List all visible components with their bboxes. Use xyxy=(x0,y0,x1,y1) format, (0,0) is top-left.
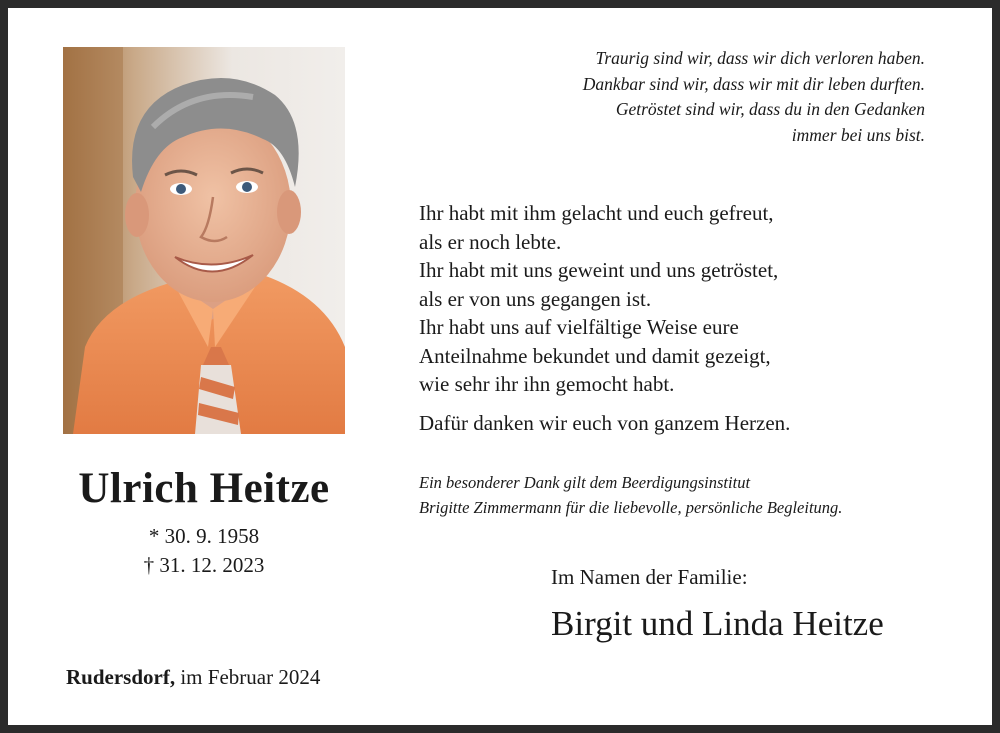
main-text-line: als er von uns gegangen ist. xyxy=(419,286,652,311)
place-date: im Februar 2024 xyxy=(175,665,321,689)
main-text-line: Anteilnahme bekundet und damit gezeigt, xyxy=(419,343,771,368)
death-date: † 31. 12. 2023 xyxy=(143,553,265,577)
main-text-line: Ihr habt uns auf vielfältige Weise eure xyxy=(419,315,739,339)
deceased-name: Ulrich Heitze xyxy=(78,465,330,512)
main-text xyxy=(419,199,778,399)
portrait-photo xyxy=(63,47,345,434)
special-thanks-line: Ein besonderer Dank gilt dem Beerdigungsinstitut xyxy=(419,473,751,492)
verse-line: Getröstet sind wir, dass du in den Gedanken xyxy=(615,99,925,119)
verse-line: Traurig sind wir, dass wir dich verloren haben. xyxy=(595,48,925,68)
birth-date: * 30. 9. 1958 xyxy=(148,524,260,548)
main-text-line: Ihr habt mit uns geweint und uns getröstet, xyxy=(419,258,779,282)
obituary-card xyxy=(8,8,992,725)
main-text-line: Ihr habt mit ihm gelacht und euch gefreut, xyxy=(419,201,774,225)
memorial-verse xyxy=(583,46,925,148)
place-and-date xyxy=(66,665,320,690)
place-town: Rudersdorf, xyxy=(66,665,176,689)
thanks-line: Dafür danken wir euch von ganzem Herzen. xyxy=(419,411,791,435)
portrait-illustration xyxy=(63,47,345,434)
verse-line: Dankbar sind wir, dass wir mit dir leben durften. xyxy=(582,73,925,94)
main-text-line: wie sehr ihr ihn gemocht habt. xyxy=(419,372,675,396)
main-text-line: als er noch lebte. xyxy=(419,229,562,254)
verse-line: immer bei uns bist. xyxy=(791,124,925,145)
family-label: Im Namen der Familie: xyxy=(551,565,748,589)
family-names: Birgit und Linda Heitze xyxy=(551,604,884,643)
special-thanks-line: Brigitte Zimmermann für die liebevolle, persönliche Begleitung. xyxy=(419,498,843,517)
special-thanks xyxy=(419,470,842,520)
